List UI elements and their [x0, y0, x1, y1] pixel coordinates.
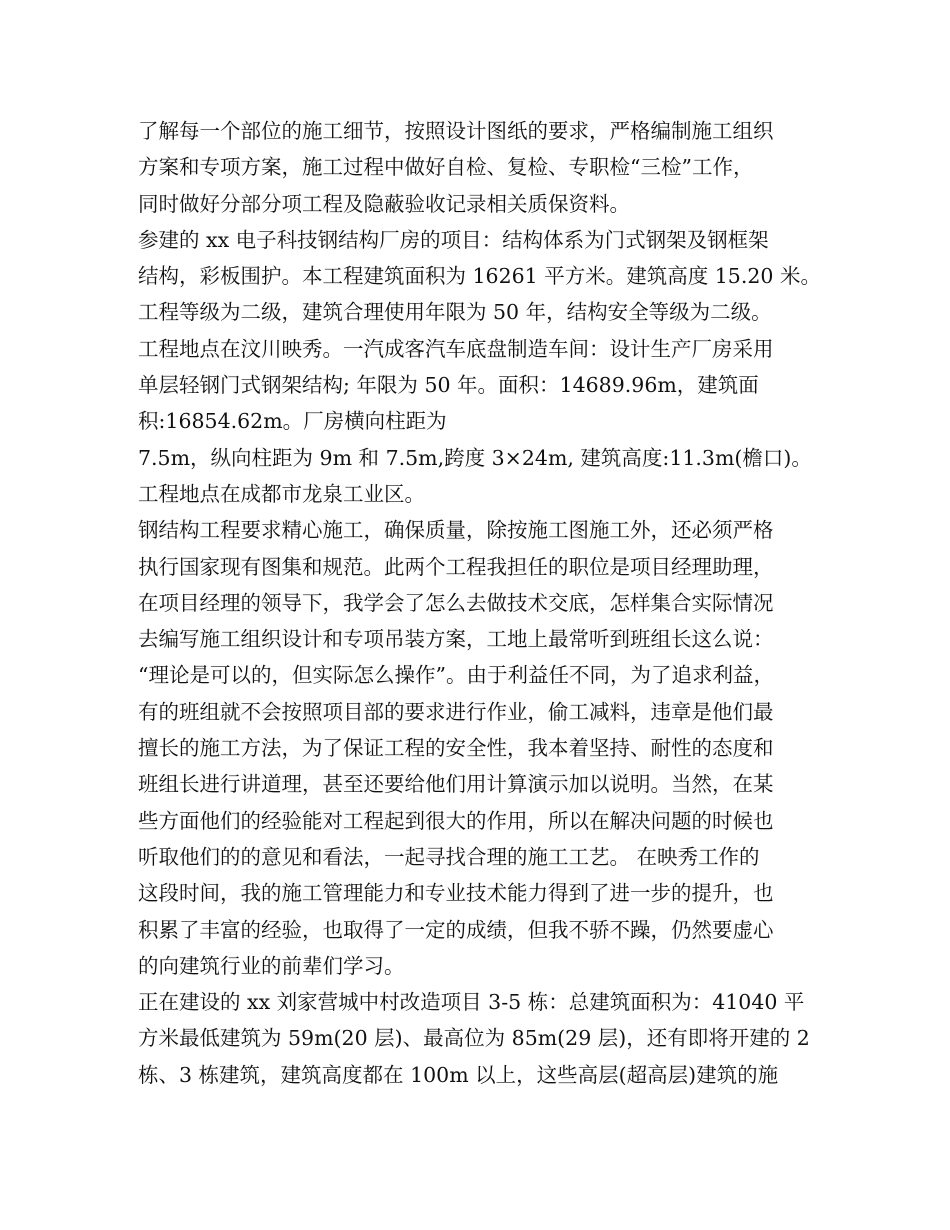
text-line: 去编写施工组织设计和专项吊装方案，工地上最常听到班组长这么说：	[138, 627, 774, 652]
text-line: “理论是可以的，但实际怎么操作”。由于利益任不同，为了追求利益，	[138, 663, 774, 688]
text-line: 执行国家现有图集和规范。此两个工程我担任的职位是项目经理助理，	[138, 554, 774, 579]
text-line: 有的班组就不会按照项目部的要求进行作业，偷工减料，违章是他们最	[138, 699, 774, 724]
text-line: 方案和专项方案，施工过程中做好自检、复检、专职检“三检”工作，	[138, 155, 754, 180]
body-text	[138, 113, 828, 1093]
text-line: 些方面他们的经验能对工程起到很大的作用，所以在解决问题的时候也	[138, 808, 774, 833]
text-line: 工程地点在成都市龙泉工业区。	[138, 481, 425, 506]
text-line: 栋、3 栋建筑，建筑高度都在 100m 以上，这些高层(超高层)建筑的施	[138, 1062, 779, 1087]
text-line: 班组长进行讲道理，甚至还要给他们用计算演示加以说明。当然，在某	[138, 772, 774, 797]
text-line: 积:16854.62m。厂房横向柱距为	[138, 409, 447, 434]
text-line: 钢结构工程要求精心施工，确保质量，除按施工图施工外，还必须严格	[138, 518, 774, 543]
text-line: 结构，彩板围护。本工程建筑面积为 16261 平方米。建筑高度 15.20 米。	[138, 264, 821, 289]
text-line: 这段时间，我的施工管理能力和专业技术能力得到了进一步的提升，也	[138, 881, 774, 906]
text-line: 方米最低建筑为 59m(20 层)、最高位为 85m(29 层)，还有即将开建的 2	[138, 1026, 810, 1051]
text-line: 7.5m，纵向柱距为 9m 和 7.5m,跨度 3×24m, 建筑高度:11.3m(檐口)。	[138, 445, 812, 470]
text-line: 同时做好分部分项工程及隐蔽验收记录相关质保资料。	[138, 191, 630, 216]
text-line: 单层轻钢门式钢架结构; 年限为 50 年。面积：14689.96m，建筑面	[138, 373, 759, 398]
text-line: 参建的 xx 电子科技钢结构厂房的项目：结构体系为门式钢架及钢框架	[138, 227, 769, 252]
text-line: 了解每一个部位的施工细节，按照设计图纸的要求，严格编制施工组织	[138, 119, 774, 143]
text-line: 工程等级为二级，建筑合理使用年限为 50 年，结构安全等级为二级。	[138, 300, 772, 325]
text-line: 工程地点在汶川映秀。一汽成客汽车底盘制造车间：设计生产厂房采用	[138, 336, 774, 361]
text-line: 积累了丰富的经验，也取得了一定的成绩，但我不骄不躁，仍然要虚心	[138, 917, 774, 942]
text-line: 擅长的施工方法，为了保证工程的安全性，我本着坚持、耐性的态度和	[138, 736, 774, 761]
text-line: 听取他们的的意见和看法，一起寻找合理的施工工艺。 在映秀工作的	[138, 844, 760, 869]
text-line: 在项目经理的领导下，我学会了怎么去做技术交底，怎样集合实际情况	[138, 590, 774, 615]
text-line: 的向建筑行业的前辈们学习。	[138, 953, 405, 978]
text-line: 正在建设的 xx 刘家营城中村改造项目 3-5 栋：总建筑面积为：41040 平	[138, 990, 805, 1015]
